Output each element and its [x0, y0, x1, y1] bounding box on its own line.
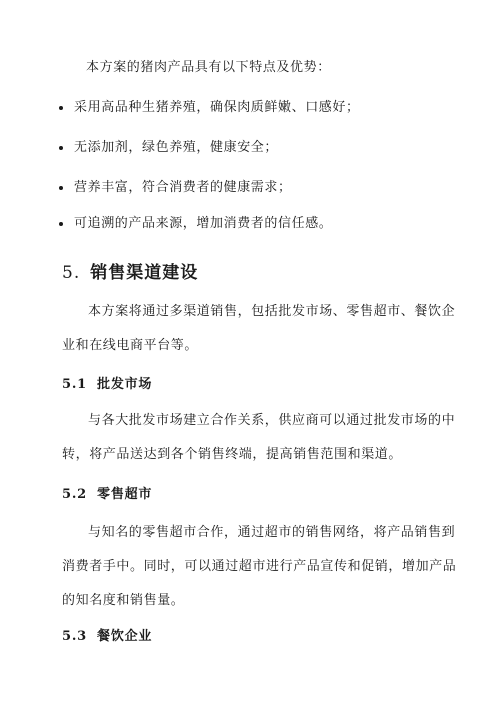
body-line: 的知名度和销售量。 — [62, 593, 185, 608]
feature-text: 可追溯的产品来源，增加消费者的信任感。 — [74, 216, 333, 231]
subsection-body — [62, 516, 457, 618]
bullet-icon — [59, 186, 63, 190]
bullet-icon — [59, 222, 63, 226]
feature-item — [74, 138, 444, 158]
body-line: 消费者手中。同时，可以通过超市进行产品宣传和促销，增加产品 — [62, 559, 457, 574]
subsection-title: 零售超市 — [97, 487, 153, 502]
subsection-heading — [62, 483, 152, 502]
feature-item — [74, 178, 444, 198]
subsection-number: 5.2 — [62, 487, 88, 502]
body-line: 转，将产品送达到各个销售终端，提高销售范围和渠道。 — [62, 447, 403, 462]
subsection-number: 5.1 — [62, 377, 88, 392]
subsection-title: 批发市场 — [97, 377, 153, 392]
subsection-title: 餐饮企业 — [97, 629, 153, 644]
bullet-icon — [59, 146, 63, 150]
subsection-heading — [62, 373, 152, 392]
subsection-number: 5.3 — [62, 629, 88, 644]
feature-item — [74, 214, 444, 234]
section-title: 销售渠道建设 — [90, 263, 199, 283]
section-body — [62, 295, 456, 363]
intro-paragraph: 本方案的猪肉产品具有以下特点及优势： — [86, 60, 331, 75]
feature-item — [74, 98, 444, 118]
body-line: 与各大批发市场建立合作关系，供应商可以通过批发市场的中 — [88, 413, 456, 428]
section-heading — [62, 258, 198, 283]
feature-text: 无添加剂，绿色养殖，健康安全； — [74, 140, 279, 155]
feature-text: 营养丰富，符合消费者的健康需求； — [74, 180, 292, 195]
subsection-body — [62, 404, 456, 472]
section-number: 5. — [62, 263, 81, 283]
feature-text: 采用高品种生猪养殖，确保肉质鲜嫩、口感好； — [74, 100, 360, 115]
subsection-heading — [62, 625, 152, 644]
bullet-icon — [59, 106, 63, 110]
body-line: 业和在线电商平台等。 — [62, 338, 199, 353]
body-line: 本方案将通过多渠道销售，包括批发市场、零售超市、餐饮企 — [88, 304, 456, 319]
body-line: 与知名的零售超市合作，通过超市的销售网络，将产品销售到 — [88, 525, 456, 540]
